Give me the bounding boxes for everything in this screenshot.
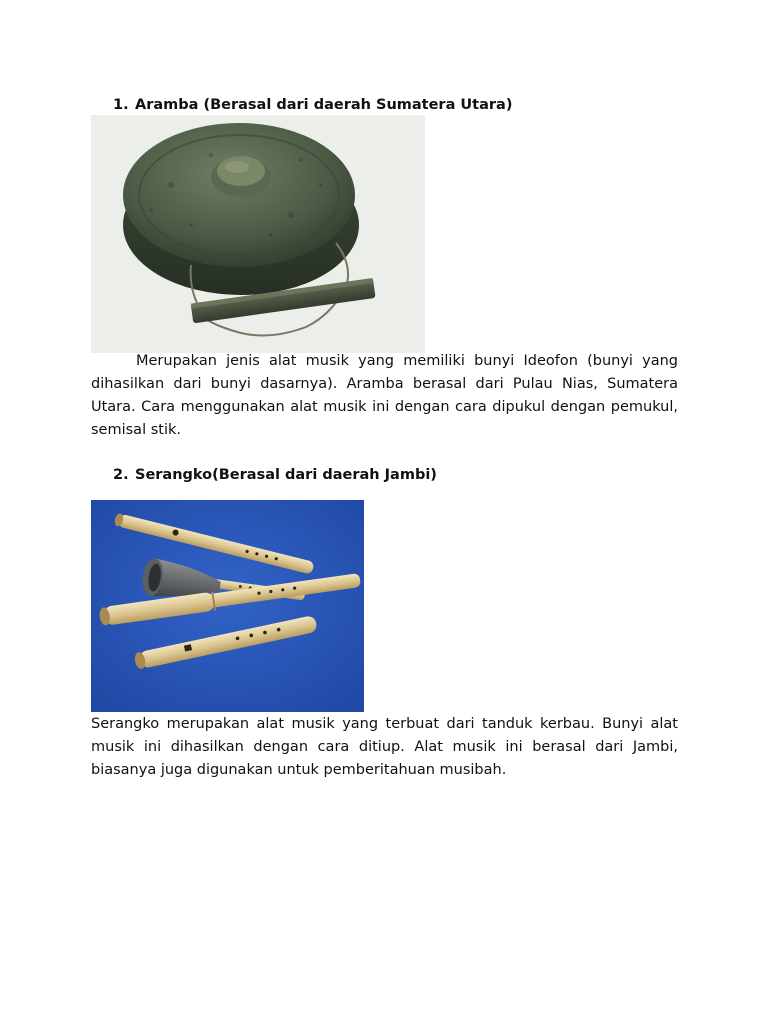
section-2-number: 2.	[113, 467, 129, 483]
section-1-number: 1.	[113, 97, 129, 113]
aramba-gong-illustration	[91, 115, 425, 353]
section-1-paragraph: Merupakan jenis alat musik yang memiliki bunyi Ideofon (bunyi yang dihasilkan dari bunyi dasarnya). Aramba berasal dari Pulau Nias, Sumatera Utara. Cara menggunakan alat musik ini dengan cara dipukul dengan pemukul, semisal stik.	[91, 353, 678, 438]
serangko-flutes-illustration	[91, 500, 364, 712]
section-1-heading	[113, 95, 512, 115]
section-1-title: Aramba (Berasal dari daerah Sumatera Utara)	[135, 97, 513, 113]
section-2-heading	[113, 465, 437, 485]
section-2-paragraph: Serangko merupakan alat musik yang terbuat dari tanduk kerbau. Bunyi alat musik ini dihasilkan dengan cara ditiup. Alat musik ini berasal dari Jambi, biasanya juga digunakan untuk pemberitahuan musibah.	[91, 716, 678, 778]
section-2-title: Serangko(Berasal dari daerah Jambi)	[135, 467, 437, 483]
aramba-image	[91, 115, 425, 353]
serangko-image	[91, 500, 364, 712]
